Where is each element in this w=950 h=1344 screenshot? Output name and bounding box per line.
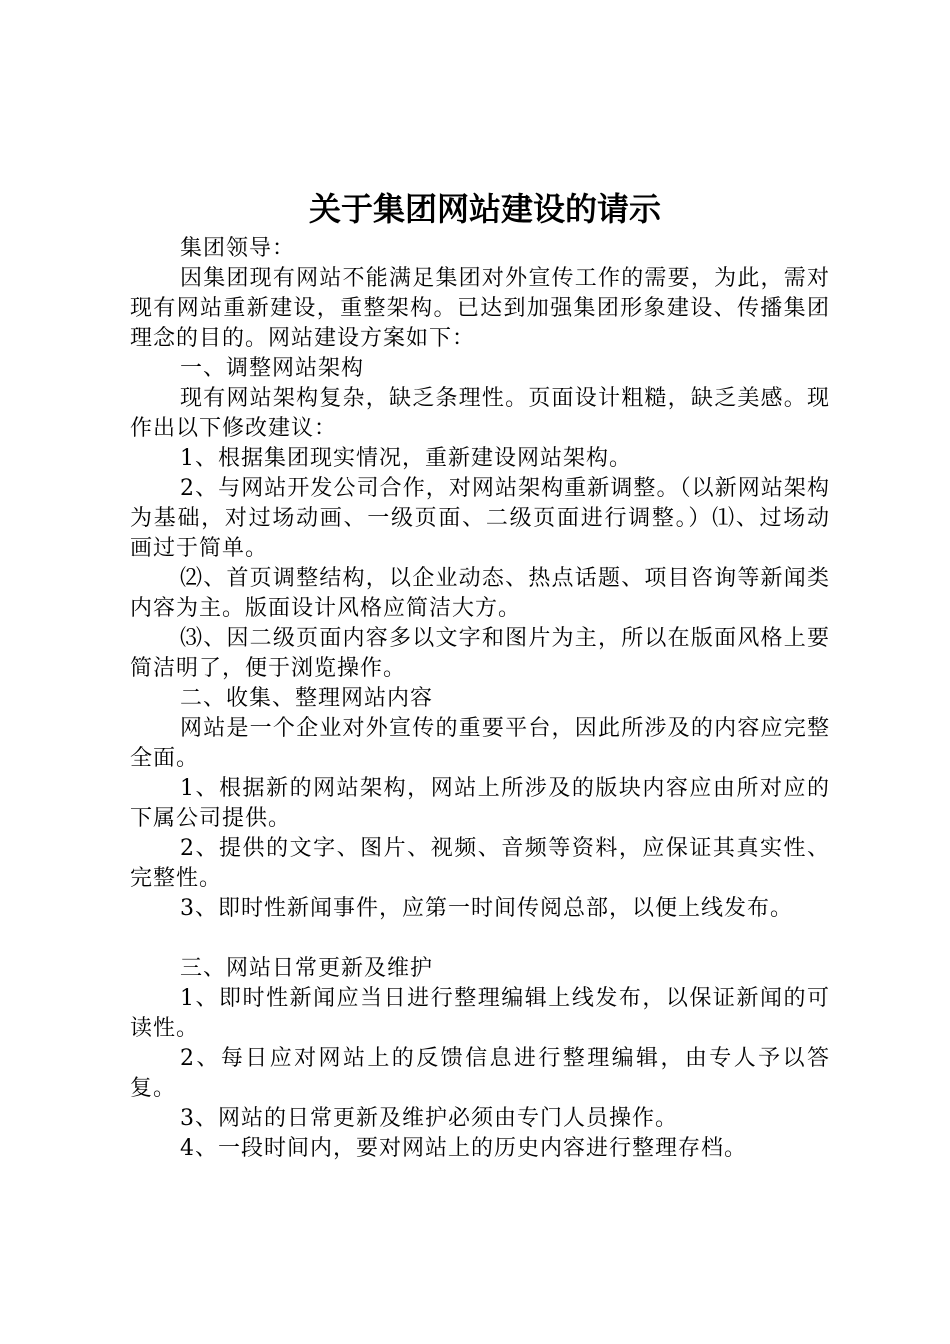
section-1-paragraph: 现有网站架构复杂，缺乏条理性。页面设计粗糙，缺乏美感。现作出以下修改建议： — [130, 386, 830, 441]
intro-paragraph: 因集团现有网站不能满足集团对外宣传工作的需要，为此，需对现有网站重新建设，重整架构。已达到加强集团形象建设、传播集团理念的目的。网站建设方案如下： — [130, 266, 830, 351]
section-heading-1: 一、调整网站架构 — [180, 356, 365, 381]
section-1-item-2: 2、与网站开发公司合作，对网站架构重新调整。（以新网站架构为基础，对过场动画、一级页面、二级页面进行调整。）⑴、过场动画过于简单。 — [130, 476, 830, 561]
section-3-item-2: 2、每日应对网站上的反馈信息进行整理编辑，由专人予以答复。 — [130, 1046, 830, 1101]
section-2-item-2: 2、提供的文字、图片、视频、音频等资料，应保证其真实性、完整性。 — [130, 836, 830, 891]
section-2-paragraph: 网站是一个企业对外宣传的重要平台，因此所涉及的内容应完整全面。 — [130, 716, 830, 771]
section-heading-3: 三、网站日常更新及维护 — [180, 956, 434, 981]
section-1-subitem-3: ⑶、因二级页面内容多以文字和图片为主，所以在版面风格上要简洁明了，便于浏览操作。 — [130, 626, 830, 681]
document-title: 关于集团网站建设的请示 — [308, 190, 661, 228]
section-3-item-3: 3、网站的日常更新及维护必须由专门人员操作。 — [180, 1106, 678, 1131]
section-3-item-4: 4、一段时间内，要对网站上的历史内容进行整理存档。 — [180, 1136, 747, 1161]
section-3-item-1: 1、即时性新闻应当日进行整理编辑上线发布，以保证新闻的可读性。 — [130, 986, 830, 1041]
section-2-item-3: 3、即时性新闻事件，应第一时间传阅总部，以便上线发布。 — [180, 896, 793, 921]
salutation: 集团领导： — [180, 236, 296, 261]
section-2-item-1: 1、根据新的网站架构，网站上所涉及的版块内容应由所对应的下属公司提供。 — [130, 776, 830, 831]
section-1-item-1: 1、根据集团现实情况，重新建设网站架构。 — [180, 446, 632, 471]
section-heading-2: 二、收集、整理网站内容 — [180, 686, 434, 711]
section-1-subitem-2: ⑵、首页调整结构，以企业动态、热点话题、项目咨询等新闻类内容为主。版面设计风格应简洁大方。 — [130, 566, 830, 621]
document-page — [130, 184, 830, 1164]
